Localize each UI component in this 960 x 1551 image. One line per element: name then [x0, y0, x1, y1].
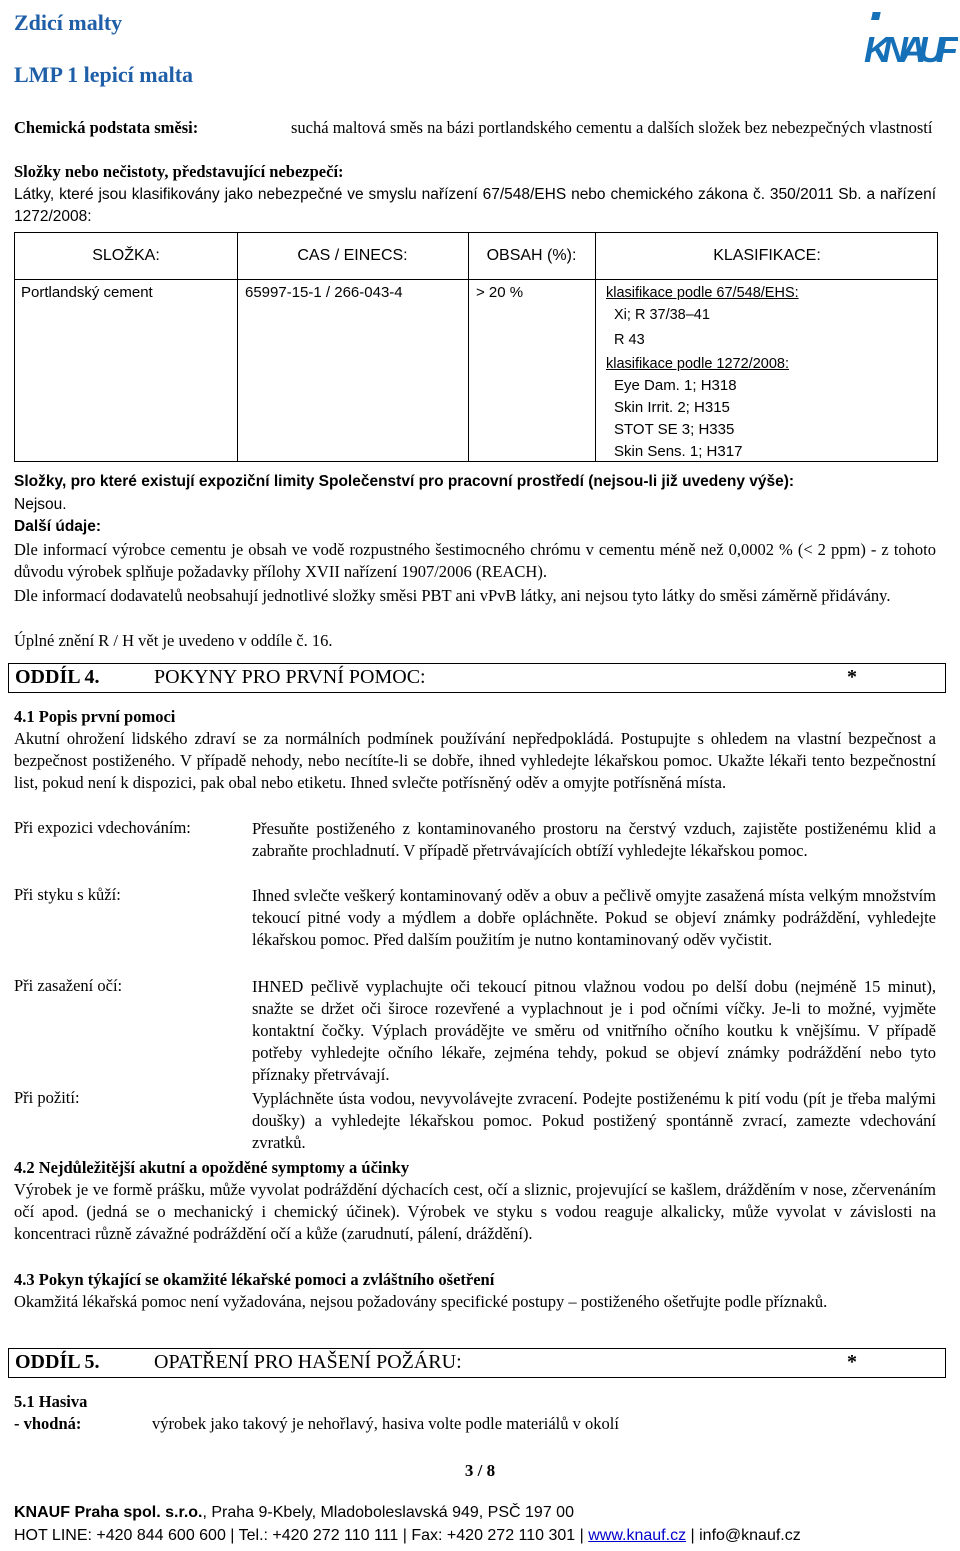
section-star: * [847, 1351, 857, 1373]
section-5-header [8, 1348, 946, 1378]
classification-line: STOT SE 3; H335 [614, 421, 735, 438]
inhalation-label: Při expozici vdechováním: [14, 818, 191, 837]
table-cell-name: Portlandský cement [21, 284, 153, 301]
chem-value: suchá maltová směs na bázi portlandského cementu a dalších složek bez nebezpečných vlastností [291, 118, 933, 137]
header-title: Zdicí malty [14, 10, 123, 35]
header-subtitle: LMP 1 lepicí malta [14, 62, 194, 87]
section-star: * [847, 666, 857, 688]
knauf-logo [862, 6, 958, 68]
table-divider [468, 233, 469, 461]
skin-text: Ihned svlečte veškerý kontaminovaný oděv a obuv a pečlivě omyjte zasažená místa velkým množstvím tekoucí pitné vody a mýdlem a dobře opláchněte. Pokud se objeví známky podráždění, vyhledejte lékařskou pomoc. Před dalším použitím je nutno kontaminovaný oděv vyčistit. [252, 886, 936, 949]
s42-heading: 4.2 Nejdůležitější akutní a opožděné symptomy a účinky [14, 1158, 410, 1177]
additional-p3: Úplné znění R / H vět je uvedeno v oddíle č. 16. [14, 631, 333, 650]
classification-line: Skin Sens. 1; H317 [614, 443, 743, 460]
suitable-label: - vhodná: [14, 1414, 82, 1433]
limits-value: Nejsou. [14, 496, 67, 513]
footer-address-line [14, 1504, 574, 1522]
table-cell-content: > 20 % [476, 284, 524, 301]
classification-title-2: klasifikace podle 1272/2008: [606, 356, 789, 372]
section-number: ODDÍL 4. [15, 666, 100, 688]
s42-text: Výrobek je ve formě prášku, může vyvolat podráždění dýchacích cest, očí a sliznic, projevující se kašlem, drážděním v nose, zčervenáním očí apod. (jedná se o mechanický i chemický účinek). Výrobek ve styku s vodou reaguje alkalicky, může vyvolat v závislosti na koncentraci různě závažné podráždění očí a kůže (zarudnutí, pálení, dráždění). [14, 1180, 936, 1243]
footer-address: , Praha 9-Kbely, Mladoboleslavská 949, PSČ 197 00 [202, 1504, 574, 1521]
s41-heading: 4.1 Popis první pomoci [14, 707, 176, 726]
additional-p1: Dle informací výrobce cementu je obsah ve vodě rozpustného šestimocného chrómu v cementu méně než 0,0002 % (< 2 ppm) - z tohoto důvodu výrobek splňuje požadavky přílohy XVII nařízení 1907/2006 (REACH). [14, 540, 936, 581]
table-header-cell: CAS / EINECS: [297, 247, 408, 264]
svg-text:KNAUF: KNAUF [864, 29, 956, 68]
components-table [14, 232, 938, 462]
chem-label: Chemická podstata směsi: [14, 118, 199, 137]
section-number: ODDÍL 5. [15, 1351, 100, 1373]
components-intro: Látky, které jsou klasifikovány jako nebezpečné ve smyslu nařízení 67/548/EHS nebo chemického zákona č. 350/2011 Sb. a nařízení 1272/2008: [14, 186, 936, 225]
eye-text: IHNED pečlivě vyplachujte oči tekoucí pitnou vlažnou vodou po delší dobu (nejméně 15 minut), snažte se držet oči široce rozevřené a vyplachnout je i pod očními víčky. Je-li to možné, vyjměte kontaktní čočky. Výplach provádějte ve směru od vnitřního očního koutku k vnějšímu. V případě potřeby vyhledejte očního lékaře, zejména tehdy, pokud se objeví známky podráždění nebo tyto příznaky přetrvávají. [252, 977, 936, 1084]
classification-line: Eye Dam. 1; H318 [614, 377, 737, 394]
s43-text: Okamžitá lékařská pomoc není vyžadována, nejsou požadovány specifické postupy – postiženého ošetřujte podle příznaků. [14, 1292, 828, 1311]
footer-contact-line: HOT LINE: +420 844 600 600 | Tel.: +420 272 110 111 | Fax: +420 272 110 301 | www.knauf.cz | info@knauf.cz [14, 1527, 801, 1544]
table-divider [237, 233, 238, 461]
classification-line: R 43 [614, 332, 645, 348]
suitable-text: výrobek jako takový je nehořlavý, hasiva volte podle materiálů v okolí [152, 1414, 619, 1433]
components-heading: Složky nebo nečistoty, představující nebezpečí: [14, 162, 344, 181]
footer-web-link[interactable]: www.knauf.cz [588, 1527, 687, 1544]
table-header-cell: SLOŽKA: [92, 247, 160, 264]
s43-heading: 4.3 Pokyn týkající se okamžité lékařské pomoci a zvláštního ošetření [14, 1270, 495, 1289]
table-divider [595, 233, 596, 461]
additional-heading: Další údaje: [14, 518, 101, 535]
classification-line: Xi; R 37/38–41 [614, 307, 710, 323]
table-header-cell: KLASIFIKACE: [713, 247, 821, 264]
section-title: OPATŘENÍ PRO HAŠENÍ POŽÁRU: [154, 1351, 462, 1373]
footer-email[interactable]: info@knauf.cz [699, 1527, 801, 1544]
additional-p2: Dle informací dodavatelů neobsahují jednotlivé složky směsi PBT ani vPvB látky, ani nejsou tyto látky do směsi záměrně přidávány. [14, 586, 891, 605]
s51-heading: 5.1 Hasiva [14, 1392, 88, 1411]
footer-tel: Tel.: +420 272 110 111 [238, 1527, 399, 1544]
eye-label: Při zasažení očí: [14, 976, 123, 995]
skin-label: Při styku s kůží: [14, 885, 121, 904]
page-number: 3 / 8 [464, 1461, 496, 1480]
footer-hotline: HOT LINE: +420 844 600 600 [14, 1527, 226, 1544]
inhalation-text: Přesuňte postiženého z kontaminovaného prostoru na čerstvý vzduch, zajistěte postiženému klid a zabraňte prochladnutí. V případě přetrvávajících obtíží vyhledejte lékařskou pomoc. [252, 819, 936, 860]
section-4-header [8, 663, 946, 693]
classification-line: Skin Irrit. 2; H315 [614, 399, 730, 416]
table-cell-cas: 65997-15-1 / 266-043-4 [245, 284, 403, 301]
footer-company: KNAUF Praha spol. s.r.o. [14, 1504, 203, 1521]
ingestion-label: Při požití: [14, 1088, 80, 1107]
limits-heading: Složky, pro které existují expoziční limity Společenství pro pracovní prostředí (nejsou-li již uvedeny výše): [14, 473, 795, 490]
s41-text: Akutní ohrožení lidského zdraví se za normálních podmínek používání nepředpokládá. Postupujte s ohledem na vlastní bezpečnost a bezpečnost postiženého. V případě nehody, nebo necítíte-li se dobře, ihned vyhledejte lékařskou pomoc. Ukažte lékaři tento bezpečnostní list, pokud není k dispozici, pak obal nebo etiketu. Ihned svlečte potřísněný oděv a omyjte potřísněná místa. [14, 729, 936, 792]
footer-fax: Fax: +420 272 110 301 [411, 1527, 576, 1544]
table-header-cell: OBSAH (%): [486, 247, 577, 264]
ingestion-text: Vypláchněte ústa vodou, nevyvolávejte zvracení. Podejte postiženému k pití vodu (pít je třeba malými doušky) a vyhledejte lékařskou pomoc. Pokud postižený spontánně zvrací, zamezte vdechování zvratků. [252, 1089, 936, 1152]
classification-title-1: klasifikace podle 67/548/EHS: [606, 285, 799, 301]
section-title: POKYNY PRO PRVNÍ POMOC: [154, 666, 426, 688]
